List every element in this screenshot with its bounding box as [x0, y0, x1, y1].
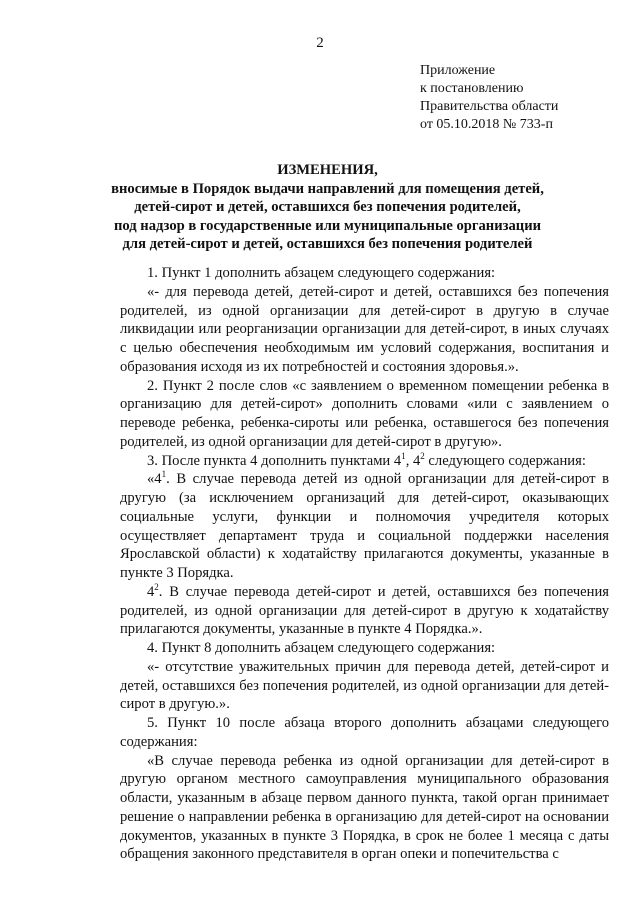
- heading-title: ИЗМЕНЕНИЯ,: [277, 162, 378, 178]
- paragraph: «В случае перевода ребенка из одной организации для детей-сирот в другую органом местного самоуправления муниципального образования области, указанным в абзаце первом данного пункта, такой орган принимает решение о направлении ребенка в организацию для детей-сирот на основании документов, указанных в пункте 3 Порядка, в срок не более 1 месяца с даты обращения законного представителя в орган опеки и попечительства с: [120, 752, 609, 863]
- paragraph: 1. Пункт 1 дополнить абзацем следующего содержания:: [147, 265, 496, 281]
- paragraph: «- отсутствие уважительных причин для перевода детей, детей-сирот и детей, оставшихся без попечения родителей, из одной организации для детей-сирот в другую.».: [120, 658, 609, 713]
- heading-line: детей-сирот и детей, оставшихся без попечения родителей,: [134, 199, 521, 216]
- appendix-line: Правительства области: [420, 99, 559, 114]
- paragraph-text: , 4: [405, 452, 421, 469]
- page-number: 2: [316, 35, 324, 51]
- paragraph-text: «4: [147, 471, 162, 488]
- superscript: 1: [161, 469, 167, 480]
- paragraph: 4. Пункт 8 дополнить абзацем следующего содержания:: [147, 640, 496, 656]
- superscript: 2: [154, 581, 159, 592]
- appendix-line: к постановлению: [420, 81, 524, 96]
- appendix-block: [420, 62, 620, 134]
- paragraph: [120, 452, 609, 471]
- heading-line: вносимые в Порядок выдачи направлений для помещения детей,: [111, 180, 544, 197]
- heading-line: под надзор в государственные или муниципальные организации: [113, 217, 542, 234]
- paragraph-text: следующего содержания:: [424, 452, 586, 469]
- paragraph-text: 3. После пункта 4 дополнить пунктами 4: [147, 452, 402, 469]
- appendix-line: Приложение: [420, 63, 496, 78]
- paragraph: 2. Пункт 2 после слов «с заявлением о временном помещении ребенка в организацию для детей-сирот» дополнить словами «или с заявлением о переводе ребенка, ребенка-сироты или ребенка, оставшегося без попечения родителей, из одной организации для детей-сирот в другую».: [120, 377, 609, 450]
- document-heading: [60, 161, 595, 254]
- paragraph: [120, 583, 609, 639]
- paragraph: 5. Пункт 10 после абзаца второго дополнить абзацами следующего содержания:: [120, 715, 609, 750]
- superscript: 2: [420, 450, 425, 461]
- appendix-line: от 05.10.2018 № 733-п: [420, 117, 553, 132]
- paragraph: [120, 470, 609, 583]
- paragraph-text: 4: [147, 583, 155, 600]
- paragraph: «- для перевода детей, детей-сирот и детей, оставшихся без попечения родителей, из одной организации для детей-сирот в другую в случае ликвидации или реорганизации организации для детей-сирот, в иных случаях с целью обеспечения необходимым им условий содержания, воспитания и образования исходя из их потребностей и состояния здоровья.».: [120, 283, 609, 375]
- document-body: [120, 264, 609, 864]
- superscript: 1: [401, 450, 406, 461]
- paragraph-text: . В случае перевода детей из одной организации для детей-сирот в другую (за исключением организаций для детей-сирот, оказывающих социальные услуги, функции и полномочия учредителя которых осуществляет департамент труда и социальной поддержки населения Ярославской области) к ходатайству прилагаются документы, указанные в пункте 3 Порядка.: [120, 471, 609, 581]
- heading-line: для детей-сирот и детей, оставшихся без попечения родителей: [122, 236, 533, 253]
- paragraph-text: . В случае перевода детей-сирот и детей, оставшихся без попечения родителей, из одной организации для детей-сирот в другую к ходатайству прилагаются документы, указанные в пункте 4 Порядка.».: [120, 583, 609, 638]
